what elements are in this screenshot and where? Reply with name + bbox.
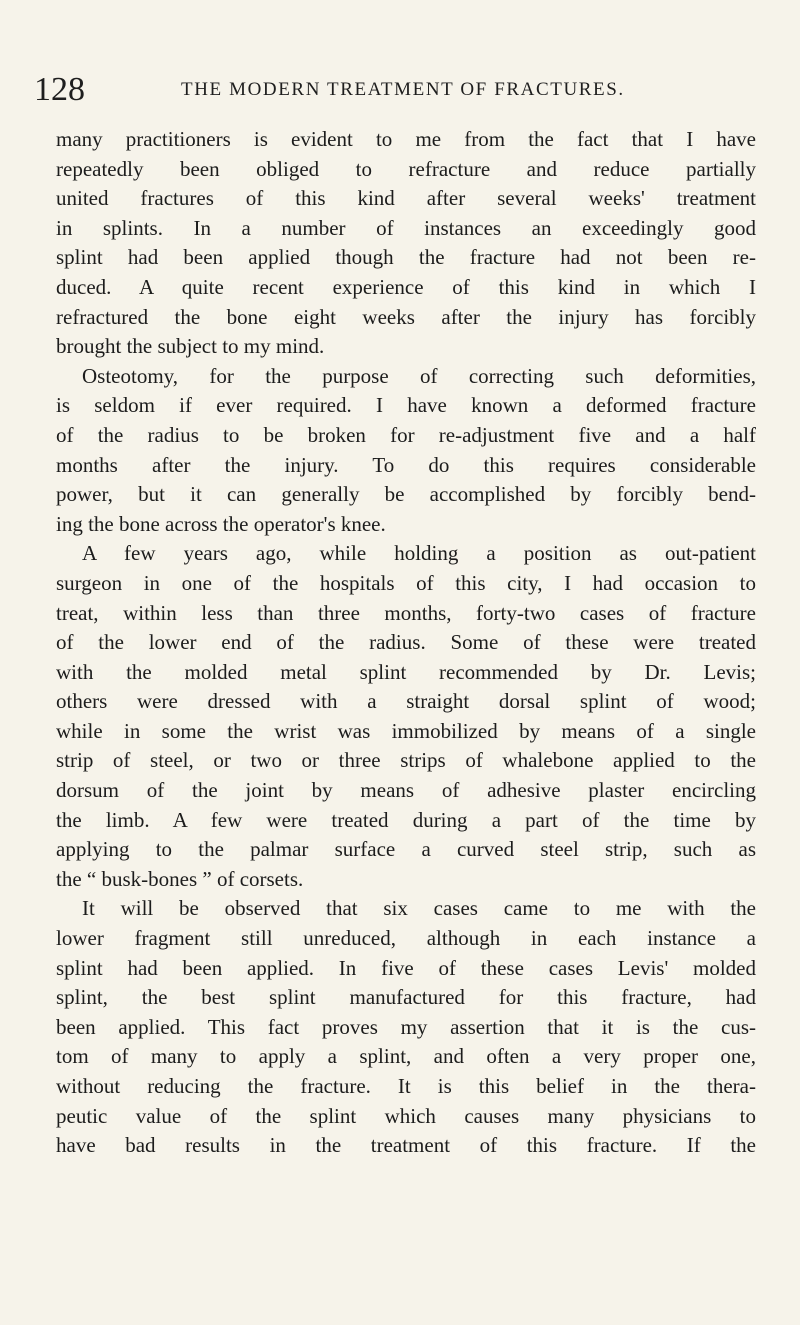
text-line: ing the bone across the operator's knee.	[56, 511, 386, 536]
running-title: THE MODERN TREATMENT OF FRACTURES.	[181, 79, 625, 100]
text-line: Osteotomy, for the purpose of correcting such deformities,	[82, 363, 756, 388]
text-line: of the radius to be broken for re-adjustment five and a half	[56, 422, 756, 447]
text-line: been applied. This fact proves my assertion that it is the cus-	[56, 1014, 756, 1039]
running-header	[34, 70, 764, 110]
text-line: the limb. A few were treated during a part of the time by	[56, 807, 756, 832]
text-line: with the molded metal splint recommended by Dr. Levis;	[56, 659, 756, 684]
text-line: without reducing the fracture. It is this belief in the thera-	[56, 1074, 756, 1098]
text-line: strip of steel, or two or three strips of whalebone applied to the	[56, 748, 756, 773]
text-line: in splints. In a number of instances an exceedingly good	[56, 215, 756, 240]
text-line: lower fragment still unreduced, although in each instance a	[56, 926, 756, 951]
text-line: peutic value of the splint which causes many physicians to	[56, 1103, 756, 1128]
text-line: refractured the bone eight weeks after the injury has forcibly	[56, 304, 756, 329]
text-line: tom of many to apply a splint, and often a very proper one,	[56, 1044, 756, 1069]
text-line: power, but it can generally be accomplished by forcibly bend-	[56, 482, 756, 507]
text-line: many practitioners is evident to me from the fact that I have	[56, 127, 756, 151]
text-line: splint had been applied. In five of these cases Levis' molded	[56, 955, 756, 980]
text-line: repeatedly been obliged to refracture and reduce partially	[56, 156, 756, 181]
text-line: dorsum of the joint by means of adhesive plaster encircling	[56, 778, 756, 803]
text-line: surgeon in one of the hospitals of this city, I had occasion to	[56, 570, 756, 595]
page-number: 128	[34, 71, 85, 108]
text-line: is seldom if ever required. I have known a deformed fracture	[56, 393, 756, 418]
text-line: others were dressed with a straight dorsal splint of wood;	[56, 689, 756, 714]
text-line: brought the subject to my mind.	[56, 334, 325, 359]
text-line: have bad results in the treatment of this fracture. If the	[56, 1133, 756, 1158]
text-line: It will be observed that six cases came to me with the	[82, 896, 756, 921]
text-line: united fractures of this kind after several weeks' treatment	[56, 186, 756, 211]
text-line: while in some the wrist was immobilized by means of a single	[56, 718, 756, 743]
text-line: A few years ago, while holding a position as out-patient	[82, 541, 756, 566]
text-line: duced. A quite recent experience of this kind in which I	[56, 274, 756, 299]
text-line: treat, within less than three months, forty-two cases of fracture	[56, 600, 756, 625]
text-line: the “ busk-bones ” of corsets.	[56, 866, 304, 891]
text-line: months after the injury. To do this requires considerable	[56, 452, 756, 477]
text-line: applying to the palmar surface a curved steel strip, such as	[56, 837, 756, 862]
body-text	[56, 125, 756, 1161]
text-line: of the lower end of the radius. Some of these were treated	[56, 630, 756, 655]
text-line: splint had been applied though the fracture had not been re-	[56, 245, 756, 270]
text-line: splint, the best splint manufactured for this fracture, had	[56, 985, 756, 1010]
